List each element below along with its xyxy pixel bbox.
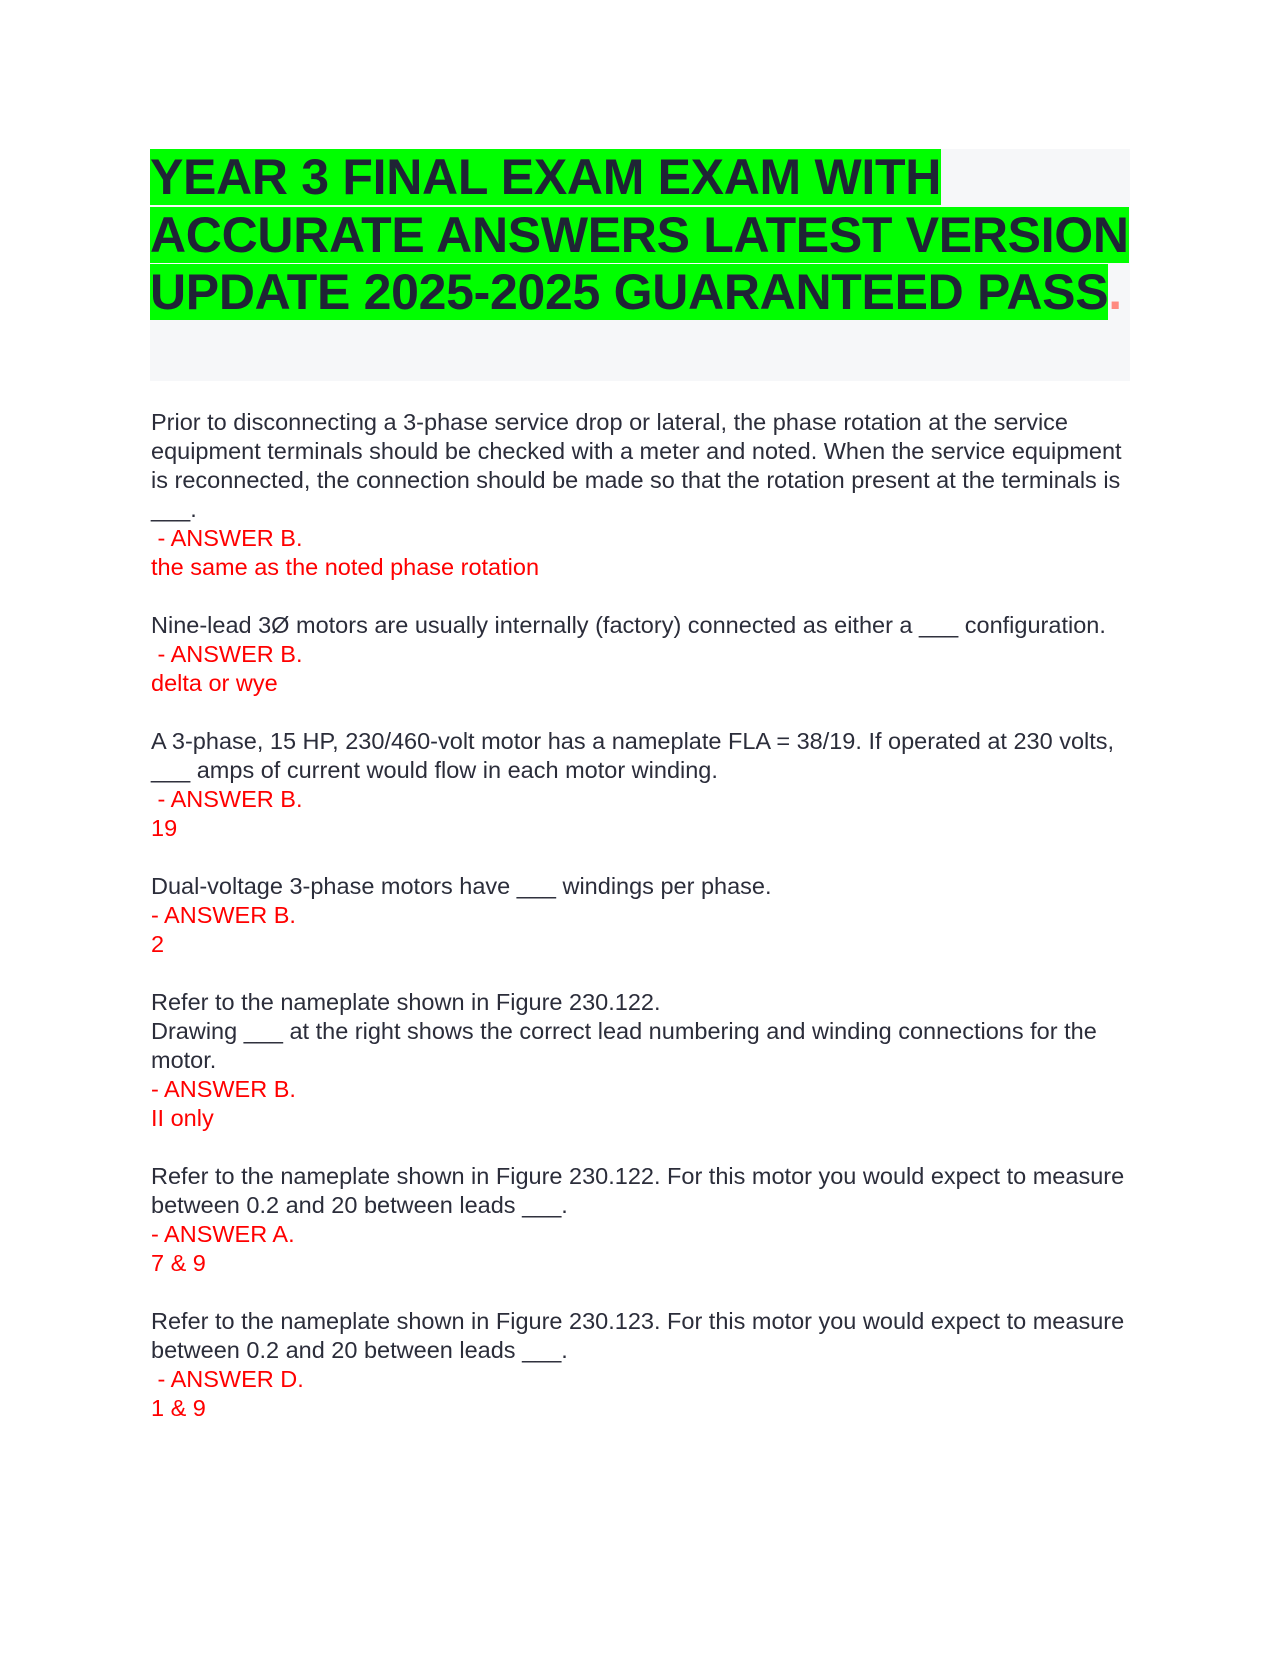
question-text: A 3-phase, 15 HP, 230/460-volt motor has a nameplate FLA = 38/19. If operated at 230 volts, ___ amps of current would flow in each motor winding.	[151, 728, 1121, 783]
qa-item	[151, 1307, 1141, 1423]
answer-text: II only	[151, 1105, 214, 1131]
title-highlight: YEAR 3 FINAL EXAM EXAM WITH ACCURATE ANSWERS LATEST VERSION UPDATE 2025-2025 GUARANTEED PASS	[150, 149, 1129, 320]
answer-label: - ANSWER B.	[151, 1076, 296, 1102]
answer-label: - ANSWER B.	[151, 786, 303, 812]
question-text: Refer to the nameplate shown in Figure 230.122. Drawing ___ at the right shows the correct lead numbering and winding connections for the motor.	[151, 989, 1097, 1073]
question-text: Prior to disconnecting a 3-phase service drop or lateral, the phase rotation at the service equipment terminals should be checked with a meter and noted. When the service equipment is reconnected, the connection should be made so that the rotation present at the terminals is ___.	[151, 409, 1129, 522]
qa-item	[151, 408, 1141, 582]
qa-item	[151, 611, 1141, 698]
question-text: Refer to the nameplate shown in Figure 230.122. For this motor you would expect to measure between 0.2 and 20 between leads ___.	[151, 1163, 1131, 1218]
answer-text: 19	[151, 815, 178, 841]
question-text: Nine-lead 3Ø motors are usually internally (factory) connected as either a ___ configuration.	[151, 612, 1106, 638]
answer-text: 7 & 9	[151, 1250, 206, 1276]
qa-item	[151, 988, 1141, 1133]
answer-label: - ANSWER A.	[151, 1221, 295, 1247]
answer-text: the same as the noted phase rotation	[151, 554, 540, 580]
answer-label: - ANSWER B.	[151, 902, 296, 928]
qa-item	[151, 1162, 1141, 1278]
answer-text: 2	[151, 931, 165, 957]
title-trailing-dot: .	[1108, 264, 1122, 320]
question-text: Dual-voltage 3-phase motors have ___ windings per phase.	[151, 873, 772, 899]
document-title	[150, 149, 1130, 322]
question-text: Refer to the nameplate shown in Figure 230.123. For this motor you would expect to measure between 0.2 and 20 between leads ___.	[151, 1308, 1131, 1363]
qa-list	[151, 408, 1141, 1452]
title-block	[150, 149, 1130, 381]
answer-text: delta or wye	[151, 670, 278, 696]
qa-item	[151, 872, 1141, 959]
answer-label: - ANSWER D.	[151, 1366, 304, 1392]
answer-label: - ANSWER B.	[151, 641, 303, 667]
answer-label: - ANSWER B.	[151, 525, 303, 551]
qa-item	[151, 727, 1141, 843]
answer-text: 1 & 9	[151, 1395, 206, 1421]
